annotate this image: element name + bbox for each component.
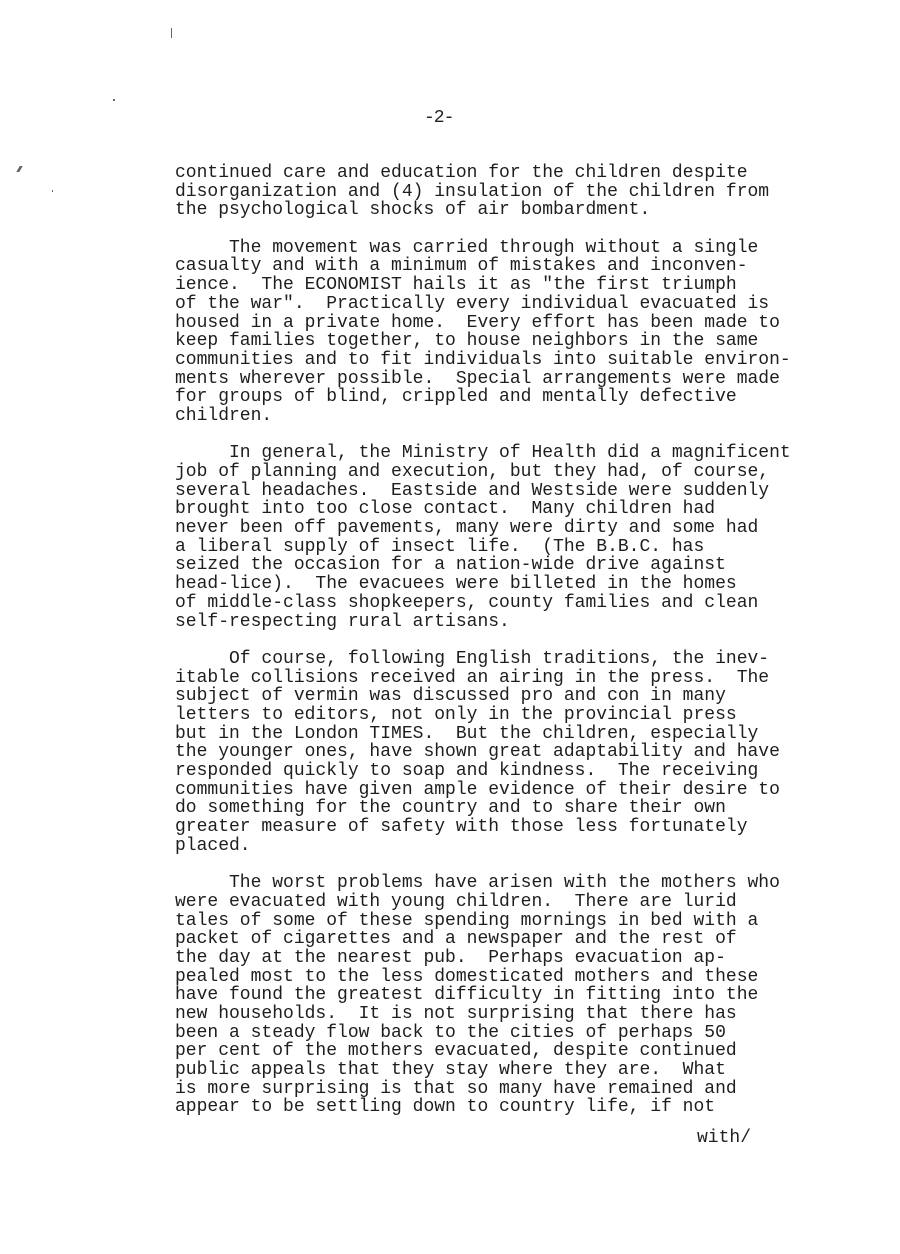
text-line: greater measure of safety with those less fortunately	[175, 817, 748, 838]
text-line: communities have given ample evidence of their desire to	[175, 779, 780, 800]
text-line: communities and to fit individuals into suitable environ-	[175, 349, 791, 370]
text-line: a liberal supply of insect life. (The B.B.C. has	[175, 536, 705, 557]
scan-mark	[52, 190, 53, 192]
text-line: is more surprising is that so many have remained and	[175, 1078, 737, 1099]
document-body	[175, 164, 791, 1136]
text-line: pealed most to the less domesticated mothers and these	[175, 966, 759, 987]
text-line: placed.	[175, 835, 251, 856]
text-line: the day at the nearest pub. Perhaps evacuation ap-	[175, 947, 726, 968]
paragraph	[175, 239, 791, 426]
text-line: The movement was carried through without a single	[175, 237, 759, 258]
paragraph	[175, 444, 791, 631]
text-line: letters to editors, not only in the provincial press	[175, 704, 737, 725]
text-line: several headaches. Eastside and Westside were suddenly	[175, 480, 770, 501]
text-line: self-respecting rural artisans.	[175, 611, 510, 632]
text-line: packet of cigarettes and a newspaper and the rest of	[175, 929, 737, 950]
text-line: the psychological shocks of air bombardment.	[175, 200, 651, 221]
text-line: casualty and with a minimum of mistakes and inconven-	[175, 256, 748, 277]
text-line: seized the occasion for a nation-wide drive against	[175, 555, 726, 576]
text-line: appear to be settling down to country life, if not	[175, 1097, 716, 1118]
text-line: responded quickly to soap and kindness. The receiving	[175, 761, 759, 781]
text-line: itable collisions received an airing in the press. The	[175, 667, 770, 688]
paragraph	[175, 164, 791, 220]
text-line: housed in a private home. Every effort has been made to	[175, 312, 780, 333]
text-line: ience. The ECONOMIST hails it as "the first triumph	[175, 275, 737, 296]
text-line: been a steady flow back to the cities of perhaps 50	[175, 1022, 726, 1043]
paragraph	[175, 874, 791, 1117]
text-line: disorganization and (4) insulation of the children from	[175, 181, 770, 202]
scan-mark	[16, 166, 22, 172]
scan-mark	[113, 99, 115, 101]
text-line: public appeals that they stay where they are. What	[175, 1060, 726, 1080]
text-line: of the war". Practically every individual evacuated is	[175, 293, 770, 314]
page-number: -2-	[424, 108, 454, 128]
text-line: never been off pavements, many were dirty and some had	[175, 518, 759, 539]
text-line: children.	[175, 405, 273, 426]
text-line: have found the greatest difficulty in fitting into the	[175, 985, 759, 1006]
text-line: head-lice). The evacuees were billeted in the homes	[175, 574, 737, 595]
text-line: Of course, following English traditions, the inev-	[175, 648, 770, 669]
text-line: the younger ones, have shown great adaptability and have	[175, 742, 780, 763]
text-line: for groups of blind, crippled and mentally defective	[175, 387, 737, 408]
continuation-catchword: with/	[697, 1128, 752, 1148]
text-line: were evacuated with young children. There are lurid	[175, 891, 737, 912]
text-line: The worst problems have arisen with the mothers who	[175, 873, 780, 894]
text-line: In general, the Ministry of Health did a magnificent	[175, 443, 791, 464]
text-line: job of planning and execution, but they had, of course,	[175, 462, 770, 482]
text-line: but in the London TIMES. But the children, especially	[175, 723, 759, 744]
scan-mark	[171, 28, 172, 38]
text-line: subject of vermin was discussed pro and con in many	[175, 686, 726, 707]
text-line: keep families together, to house neighbors in the same	[175, 331, 759, 352]
text-line: tales of some of these spending mornings in bed with a	[175, 910, 759, 931]
text-line: new households. It is not surprising that there has	[175, 1003, 737, 1024]
text-line: per cent of the mothers evacuated, despite continued	[175, 1041, 737, 1062]
text-line: ments wherever possible. Special arrangements were made	[175, 368, 780, 389]
text-line: continued care and education for the children despite	[175, 163, 748, 183]
text-line: of middle-class shopkeepers, county families and clean	[175, 592, 759, 613]
text-line: brought into too close contact. Many children had	[175, 499, 716, 520]
text-line: do something for the country and to share their own	[175, 798, 726, 819]
paragraph	[175, 650, 791, 856]
